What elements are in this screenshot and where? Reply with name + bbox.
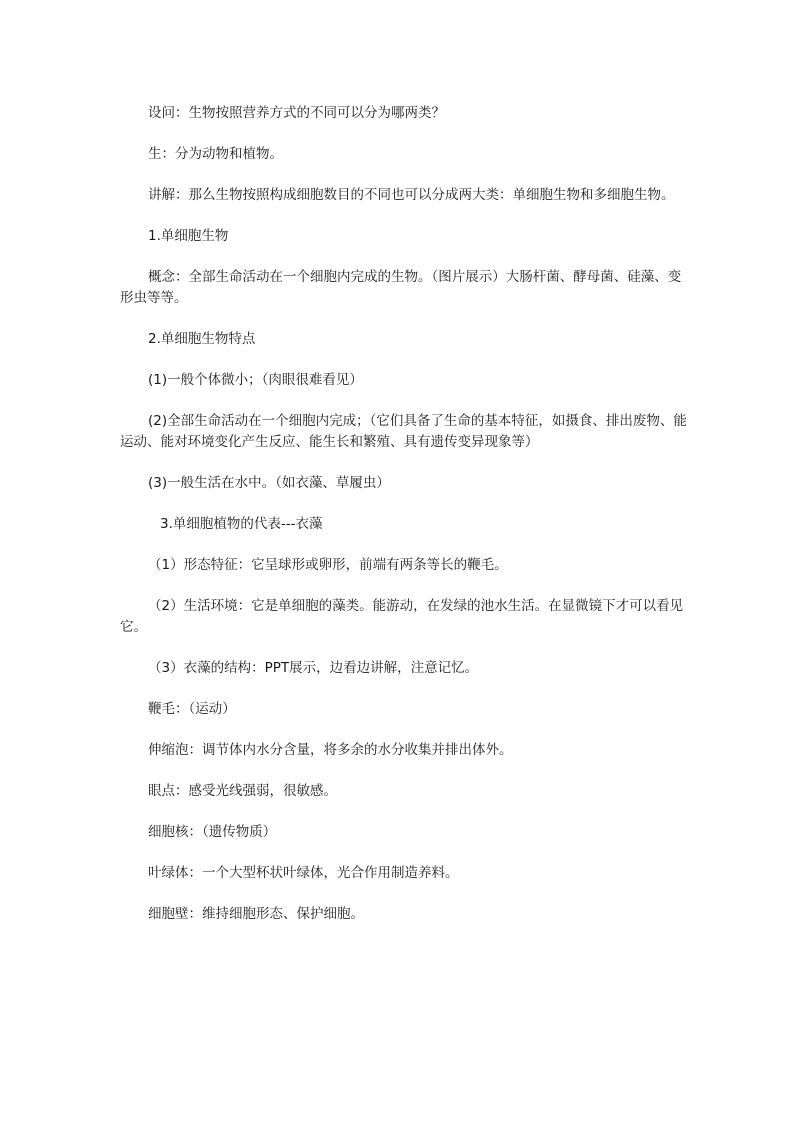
structure-cell-wall: 细胞壁：维持细胞形态、保护细胞。 [148, 906, 364, 922]
explanation-paragraph: 讲解：那么生物按照构成细胞数目的不同也可以分成两大类：单细胞生物和多细胞生物。 [148, 187, 675, 203]
document-body [120, 103, 692, 945]
question-paragraph: 设问：生物按照营养方式的不同可以分为哪两类？ [148, 105, 445, 121]
structure-eyespot: 眼点：感受光线强弱，很敏感。 [148, 783, 337, 799]
feature-item-1: (1)一般个体微小；（肉眼很难看见） [148, 372, 363, 388]
section-heading-2: 2.单细胞生物特点 [148, 331, 256, 347]
structure-nucleus: 细胞核：（遗传物质） [148, 824, 277, 840]
section-heading-1: 1.单细胞生物 [148, 228, 229, 244]
feature-item-3: (3)一般生活在水中。（如衣藻、草履虫） [148, 475, 390, 491]
section-heading-3: 3.单细胞植物的代表---衣藻 [160, 516, 323, 532]
chlamydomonas-item-2: （2）生活环境：它是单细胞的藻类。能游动，在发绿的池水生活。在显微镜下才可以看见它。 [120, 598, 684, 635]
chlamydomonas-item-1: （1）形态特征：它呈球形或卵形，前端有两条等长的鞭毛。 [148, 557, 508, 573]
chlamydomonas-item-3: （3）衣藻的结构：PPT展示，边看边讲解，注意记忆。 [148, 660, 479, 676]
structure-contractile-vacuole: 伸缩泡：调节体内水分含量，将多余的水分收集并排出体外。 [148, 742, 513, 758]
student-answer-paragraph: 生：分为动物和植物。 [148, 146, 283, 162]
structure-chloroplast: 叶绿体：一个大型杯状叶绿体，光合作用制造养料。 [148, 865, 459, 881]
concept-paragraph: 概念：全部生命活动在一个细胞内完成的生物。（图片展示）大肠杆菌、酵母菌、硅藻、变形虫等等。 [120, 269, 682, 306]
structure-flagella: 鞭毛：（运动） [148, 701, 236, 717]
feature-item-2: (2)全部生命活动在一个细胞内完成；（它们具备了生命的基本特征，如摄食、排出废物、能运动、能对环境变化产生反应、能生长和繁殖、具有遗传变异现象等） [120, 413, 687, 450]
